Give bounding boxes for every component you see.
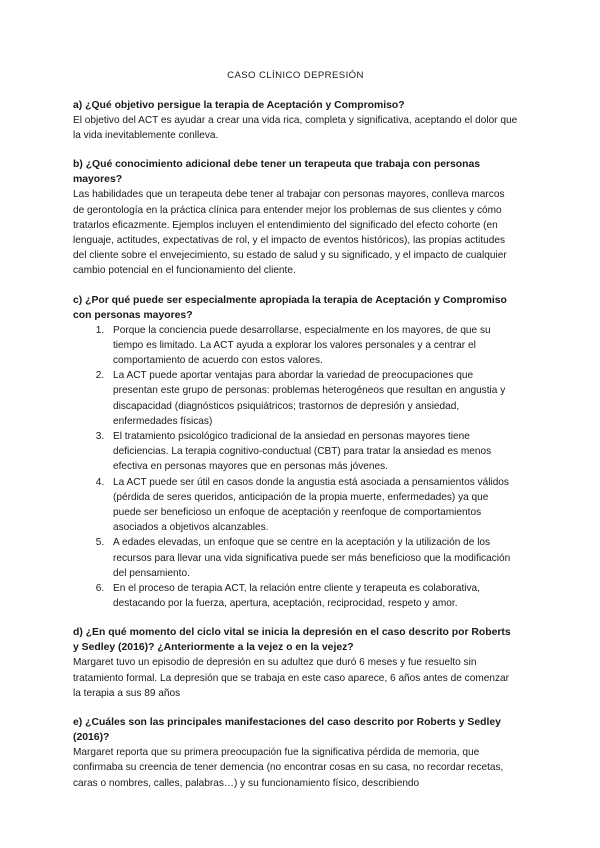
list-item: 1. Porque la conciencia puede desarrollarse, especialmente en los mayores, de que su tiempo es limitado. La ACT ayuda a explorar los valores personales y a centrar el comportamiento de acuerdo con estos valores. (107, 323, 518, 369)
document-title: CASO CLÍNICO DEPRESIÓN (227, 70, 364, 81)
question-d: d) ¿En qué momento del ciclo vital se inicia la depresión en el caso descrito por Roberts y Sedley (2016)? ¿Anteriormente a la vejez o en la vejez? (73, 627, 511, 654)
section-b (73, 157, 518, 278)
answer-a: El objetivo del ACT es ayudar a crear una vida rica, completa y significativa, aceptando el dolor que la vida inevitablemente conlleva. (73, 115, 518, 142)
question-e: e) ¿Cuáles son las principales manifestaciones del caso descrito por Roberts y Sedley (2016)? (73, 717, 501, 744)
question-c: c) ¿Por qué puede ser especialmente apropiada la terapia de Aceptación y Compromiso con personas mayores? (73, 294, 507, 321)
list-item: 2. La ACT puede aportar ventajas para abordar la variedad de preocupaciones que presentan este grupo de personas: problemas heterogéneos que resultan en angustia y discapacidad (diagnósticos psiquiátricos; trastornos de depresión y ansiedad, enfermedades físicas) (107, 368, 518, 429)
section-d (73, 625, 518, 701)
section-a (73, 98, 518, 143)
section-e (73, 715, 518, 791)
answer-d: Margaret tuvo un episodio de depresión en su adultez que duró 6 meses y fue resuelto sin tratamiento formal. La depresión que se trabaja en este caso aparece, 6 años antes de comenzar la terapia a sus 89 años (73, 657, 509, 699)
list-item: 3. El tratamiento psicológico tradicional de la ansiedad en personas mayores tiene deficiencias. La terapia cognitivo-conductual (CBT) para tratar la ansiedad es menos efectiva en personas mayores que en personas más jóvenes. (107, 429, 518, 475)
section-c (73, 293, 518, 612)
list-item: 6. En el proceso de terapia ACT, la relación entre cliente y terapeuta es colaborativa, destacando por la fuerza, apertura, aceptación, reciprocidad, respeto y amor. (107, 581, 518, 611)
answer-b: Las habilidades que un terapeuta debe tener al trabajar con personas mayores, conlleva marcos de gerontología en la práctica clínica para entender mejor los problemas de sus clientes y cómo tratarlos eficazmente. Ejemplos incluyen el entendimiento del significado del efecto cohorte (en lenguaje, actitudes, expectativas de rol, y el impacto de eventos históricos), las propias actitudes del cliente sobre el envejecimiento, su estado de salud y su significado, y el impacto de cualquier cambio potencial en el funcionamiento del cliente. (73, 189, 507, 277)
question-a: a) ¿Qué objetivo persigue la terapia de Aceptación y Compromiso? (73, 100, 405, 111)
reasons-list (73, 323, 518, 612)
question-b: b) ¿Qué conocimiento adicional debe tener un terapeuta que trabaja con personas mayores? (73, 159, 481, 186)
answer-e: Margaret reporta que su primera preocupación fue la significativa pérdida de memoria, que confirmaba su creencia de tener demencia (no encontrar cosas en su casa, no recordar recetas, caras o nombres, calles, palabras…) y su funcionamiento físico, describiendo (73, 747, 504, 789)
list-item: 4. La ACT puede ser útil en casos donde la angustia está asociada a pensamientos válidos (pérdida de seres queridos, anticipación de la propia muerte, enfermedades) ya que puede ser beneficioso un enfoque de aceptación y reenfoque de comportamientos asociados a objetivos alcanzables. (107, 475, 518, 536)
list-item: 5. A edades elevadas, un enfoque que se centre en la aceptación y la utilización de los recursos para llevar una vida significativa puede ser más beneficioso que la modificación del pensamiento. (107, 535, 518, 581)
